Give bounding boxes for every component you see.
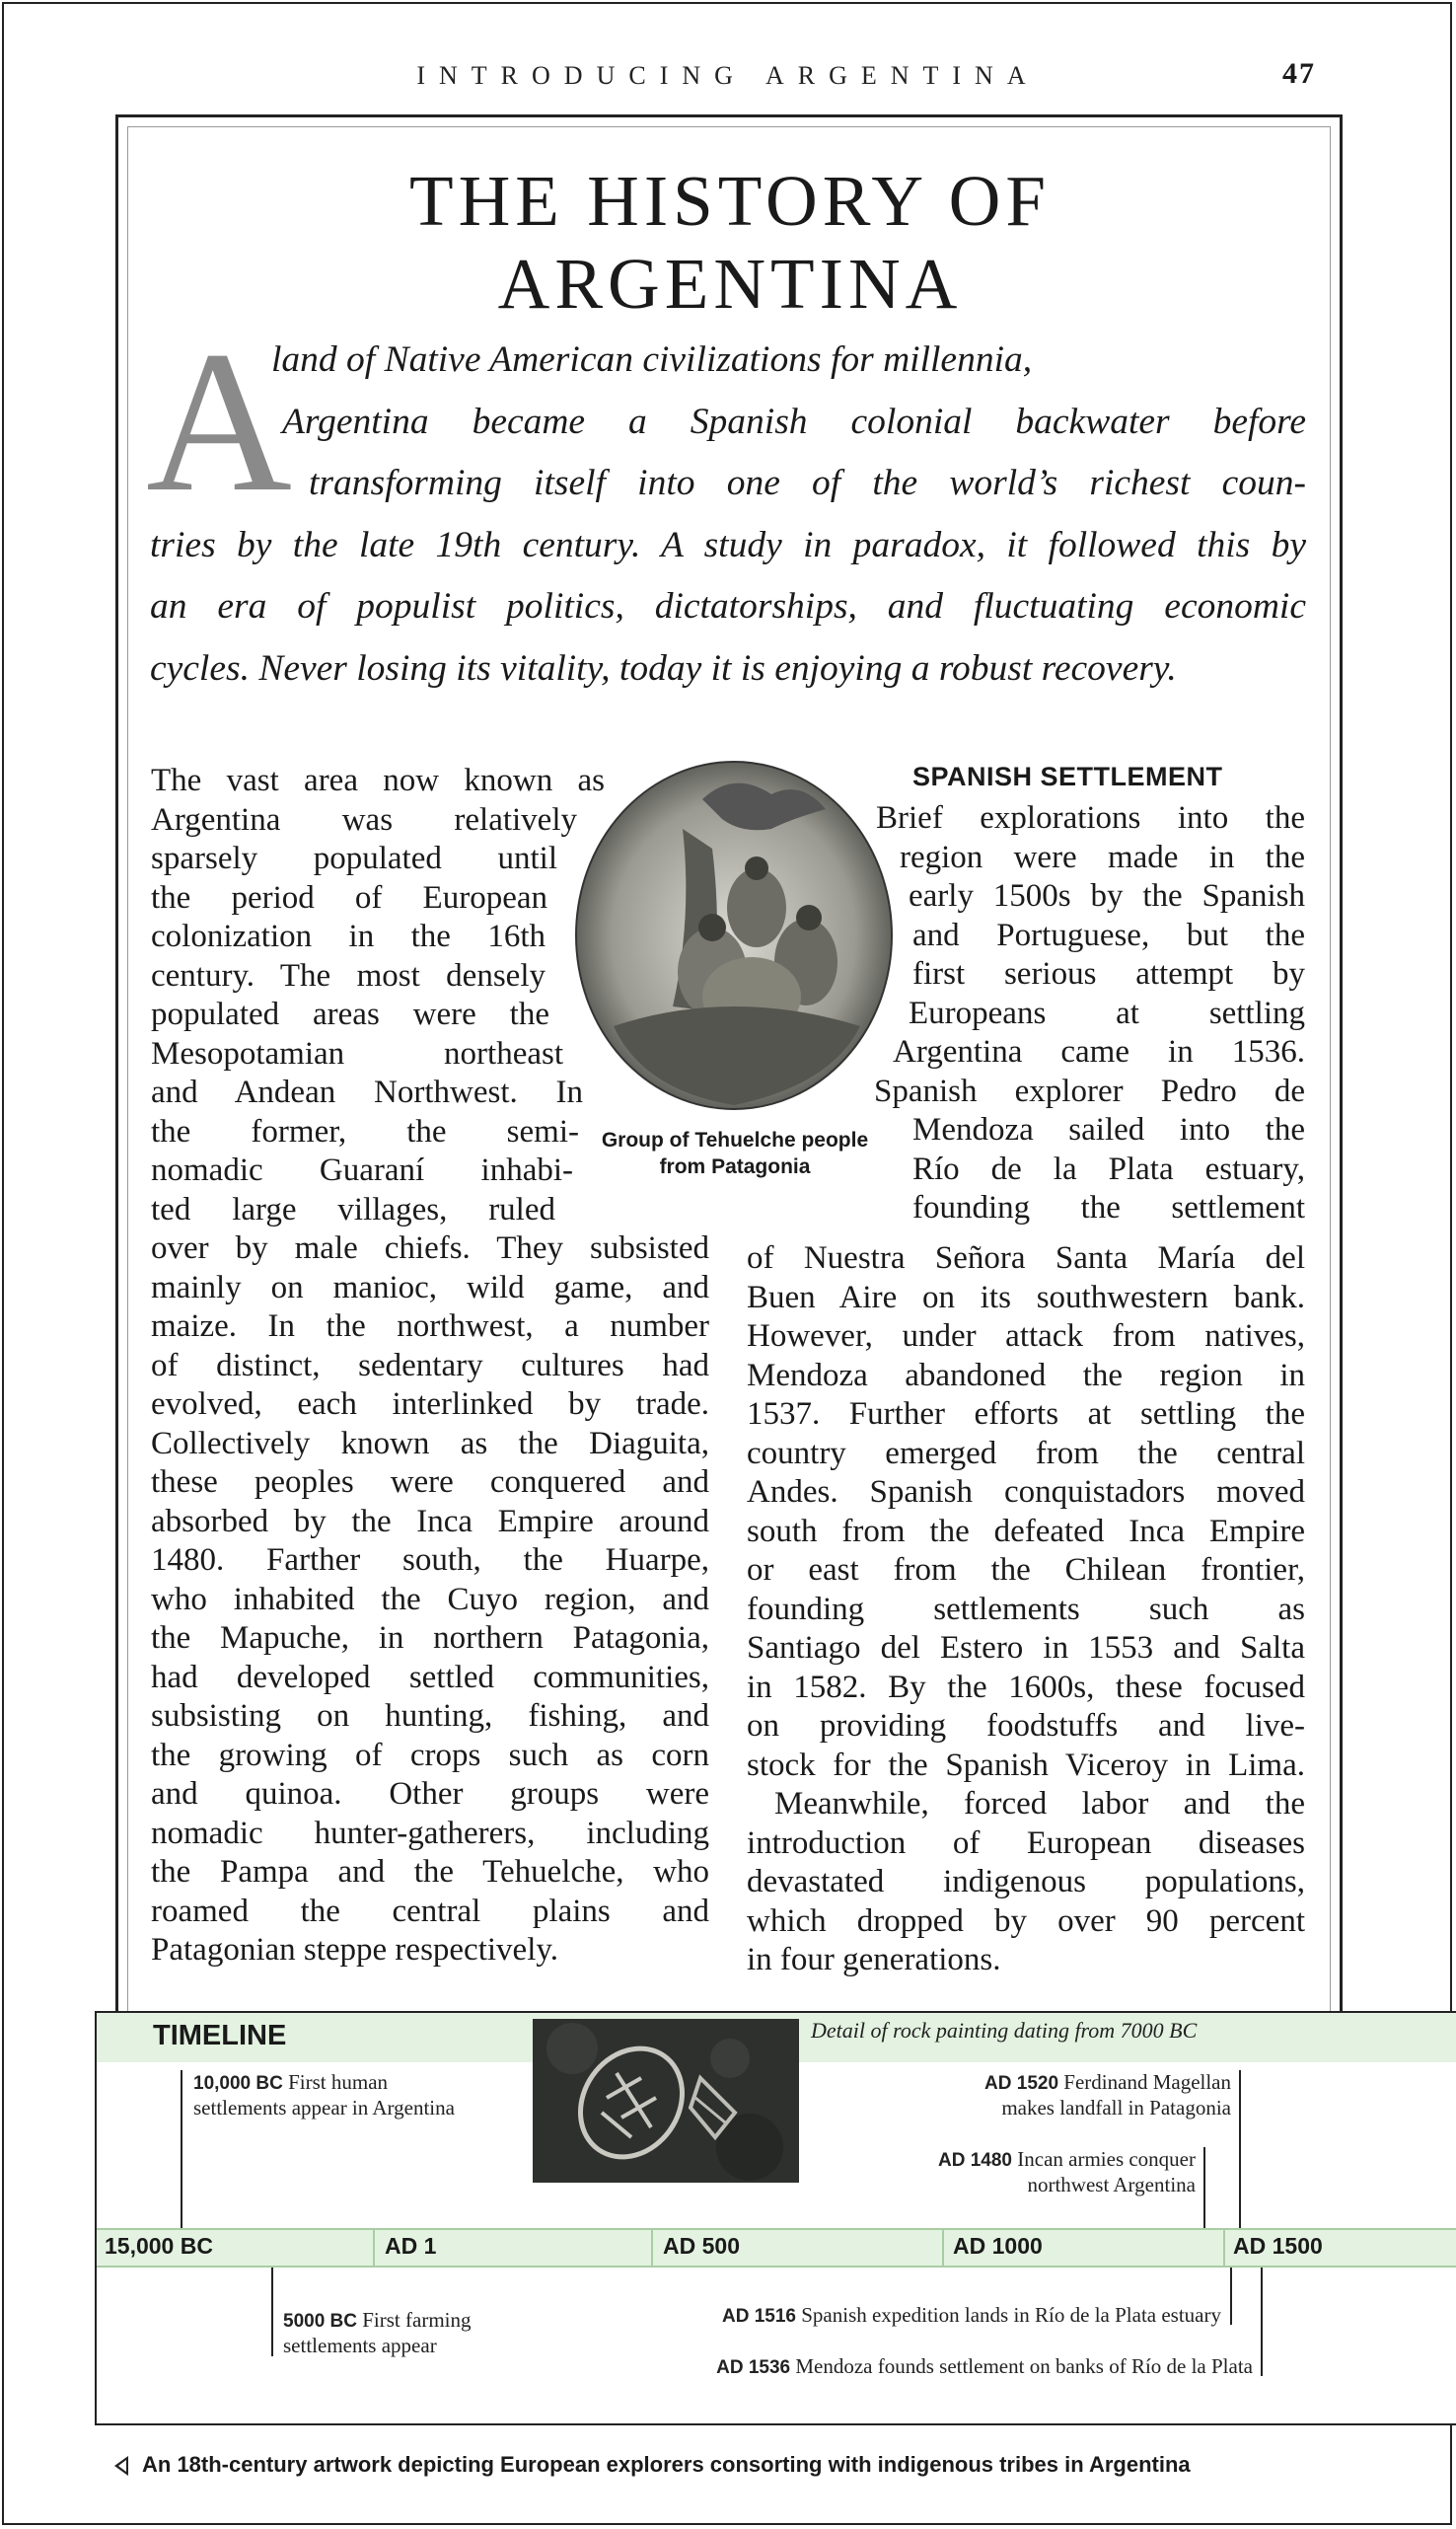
body-line: century. The most densely bbox=[151, 957, 546, 994]
body-line: Patagonian steppe respectively. bbox=[151, 1932, 558, 1968]
timeline-photo-caption: Detail of rock painting dating from 7000 BC bbox=[811, 2018, 1198, 2043]
timeline-event-10000bc: 10,000 BC First human settlements appear in Argentina bbox=[193, 2070, 455, 2120]
axis-tick bbox=[373, 2228, 375, 2268]
body-line: and Andean Northwest. In bbox=[151, 1075, 583, 1110]
body-line: who inhabited the Cuyo region, and bbox=[151, 1581, 709, 1617]
body-line: the former, the semi- bbox=[151, 1113, 579, 1150]
body-line: of Nuestra Señora Santa María del bbox=[747, 1240, 1305, 1276]
body-line: in four generations. bbox=[747, 1942, 1001, 1977]
body-line: introduction of European diseases bbox=[747, 1824, 1305, 1861]
intro-line: land of Native American civilizations for millennia, bbox=[271, 339, 1033, 380]
timeline-connector bbox=[1239, 2070, 1241, 2228]
timeline-connector bbox=[271, 2268, 273, 2356]
body-line: the Pampa and the Tehuelche, who bbox=[151, 1854, 709, 1890]
body-line: founding settlements such as bbox=[747, 1591, 1305, 1627]
triangle-left-icon-inner bbox=[118, 2460, 126, 2472]
intro-line: tries by the late 19th century. A study in paradox, it followed this by bbox=[150, 524, 1306, 565]
body-line: the Mapuche, in northern Patagonia, bbox=[151, 1620, 709, 1656]
body-line: of distinct, sedentary cultures had bbox=[151, 1347, 709, 1383]
body-line: ted large villages, ruled bbox=[151, 1191, 555, 1227]
body-line: country emerged from the central bbox=[747, 1435, 1305, 1471]
body-line: or east from the Chilean frontier, bbox=[747, 1552, 1305, 1588]
timeline-connector bbox=[181, 2070, 182, 2228]
body-line: However, under attack from natives, bbox=[747, 1318, 1305, 1354]
intro-line: transforming itself into one of the world’s richest coun- bbox=[309, 463, 1306, 503]
body-line: absorbed by the Inca Empire around bbox=[151, 1503, 709, 1539]
body-line: 1480. Farther south, the Huarpe, bbox=[151, 1542, 709, 1578]
engraving-tehuelche-group-icon bbox=[574, 760, 894, 1111]
title-line-1: THE HISTORY OF bbox=[408, 161, 1051, 241]
body-line: Europeans at settling bbox=[909, 995, 1305, 1031]
body-line: Mendoza sailed into the bbox=[912, 1112, 1305, 1148]
timeline-connector bbox=[1230, 2268, 1232, 2325]
body-line: stock for the Spanish Viceroy in Lima. bbox=[747, 1747, 1305, 1783]
body-line: founding the settlement bbox=[912, 1190, 1305, 1226]
body-line: the growing of crops such as corn bbox=[151, 1737, 709, 1773]
body-line: over by male chiefs. They subsisted bbox=[151, 1230, 709, 1266]
timeline-event-ad1516: AD 1516 Spanish expedition lands in Río de la Plata estuary bbox=[721, 2303, 1221, 2327]
body-line: Mendoza abandoned the region in bbox=[747, 1357, 1305, 1393]
body-line: devastated indigenous populations, bbox=[747, 1864, 1305, 1899]
body-line: maize. In the northwest, a number bbox=[151, 1308, 709, 1344]
axis-label: AD 1500 bbox=[1233, 2233, 1323, 2259]
body-line: first serious attempt by bbox=[912, 956, 1305, 992]
body-line: subsisting on hunting, fishing, and bbox=[151, 1698, 709, 1734]
axis-tick bbox=[1223, 2228, 1225, 2268]
body-line: Mesopotamian northeast bbox=[151, 1035, 563, 1072]
timeline-event-5000bc: 5000 BC First farming settlements appear bbox=[283, 2308, 472, 2357]
timeline-connector bbox=[1203, 2147, 1205, 2228]
body-line: south from the defeated Inca Empire bbox=[747, 1513, 1305, 1549]
page-title bbox=[138, 160, 1322, 326]
rock-painting-icon bbox=[533, 2019, 799, 2183]
body-line: sparsely populated until bbox=[151, 841, 557, 876]
drop-cap: A bbox=[146, 310, 293, 534]
body-line: Collectively known as the Diaguita, bbox=[151, 1425, 709, 1461]
body-line: Argentina came in 1536. bbox=[893, 1034, 1305, 1070]
body-line: Meanwhile, forced labor and the bbox=[774, 1786, 1305, 1822]
intro-line: Argentina became a Spanish colonial backwater before bbox=[282, 401, 1306, 442]
footer-caption: An 18th-century artwork depicting European explorers consorting with indigenous tribes in Argentina bbox=[142, 2452, 1191, 2477]
intro-line: cycles. Never losing its vitality, today it is enjoying a robust recovery. bbox=[150, 647, 1177, 689]
body-line: Brief explorations into the bbox=[876, 800, 1305, 836]
body-line: on providing foodstuffs and live- bbox=[747, 1708, 1305, 1744]
axis-tick bbox=[942, 2228, 944, 2268]
body-line: colonization in the 16th bbox=[151, 919, 546, 954]
body-line: The vast area now known as bbox=[151, 763, 605, 798]
body-line: early 1500s by the Spanish bbox=[909, 878, 1305, 914]
body-column-right-top bbox=[868, 799, 1305, 1228]
body-line: Andes. Spanish conquistadors moved bbox=[747, 1474, 1305, 1510]
body-line: nomadic hunter-gatherers, including bbox=[151, 1815, 709, 1851]
body-line: Spanish explorer Pedro de bbox=[874, 1073, 1305, 1109]
intro-line: an era of populist politics, dictatorships, and fluctuating economic bbox=[150, 586, 1306, 627]
timeline-heading: TIMELINE bbox=[153, 2020, 287, 2051]
body-line: evolved, each interlinked by trade. bbox=[151, 1386, 709, 1422]
body-line: these peoples were conquered and bbox=[151, 1464, 709, 1500]
body-line: Santiago del Estero in 1553 and Salta bbox=[747, 1630, 1305, 1666]
body-line: region were made in the bbox=[900, 839, 1305, 875]
page-number: 47 bbox=[1282, 57, 1316, 90]
body-line: 1537. Further efforts at settling the bbox=[747, 1396, 1305, 1432]
body-line: the period of European bbox=[151, 879, 547, 916]
axis-label: 15,000 BC bbox=[105, 2233, 213, 2259]
body-line: and Portuguese, but the bbox=[912, 917, 1305, 953]
illustration-caption: Group of Tehuelche people from Patagonia bbox=[601, 1129, 869, 1178]
timeline-event-ad1480: AD 1480 Incan armies conquer northwest Argentina bbox=[938, 2147, 1196, 2196]
timeline-event-ad1520: AD 1520 Ferdinand Magellan makes landfall in Patagonia bbox=[984, 2070, 1231, 2120]
body-line: Río de la Plata estuary, bbox=[912, 1151, 1305, 1187]
body-line: nomadic Guaraní inhabi- bbox=[151, 1153, 573, 1188]
timeline-connector bbox=[1261, 2268, 1263, 2376]
body-line: had developed settled communities, bbox=[151, 1659, 709, 1695]
axis-label: AD 1000 bbox=[953, 2233, 1043, 2259]
timeline-event-ad1536: AD 1536 Mendoza founds settlement on banks of Río de la Plata bbox=[716, 2354, 1253, 2378]
title-line-2: ARGENTINA bbox=[497, 244, 963, 324]
body-column-right bbox=[747, 1239, 1305, 1980]
axis-label: AD 500 bbox=[663, 2233, 740, 2259]
section-heading: SPANISH SETTLEMENT bbox=[912, 762, 1223, 791]
body-line: Buen Aire on its southwestern bank. bbox=[747, 1279, 1305, 1315]
axis-label: AD 1 bbox=[385, 2233, 437, 2259]
body-line: roamed the central plains and bbox=[151, 1893, 709, 1929]
intro-paragraph bbox=[150, 330, 1306, 700]
running-head: INTRODUCING ARGENTINA bbox=[416, 61, 1040, 90]
body-line: mainly on manioc, wild game, and bbox=[151, 1269, 709, 1305]
body-line: in 1582. By the 1600s, these focused bbox=[747, 1669, 1305, 1705]
body-line: Argentina was relatively bbox=[151, 801, 577, 838]
body-line: and quinoa. Other groups were bbox=[151, 1776, 709, 1812]
axis-tick bbox=[651, 2228, 653, 2268]
body-line: which dropped by over 90 percent bbox=[747, 1902, 1305, 1939]
body-line: populated areas were the bbox=[151, 997, 549, 1032]
